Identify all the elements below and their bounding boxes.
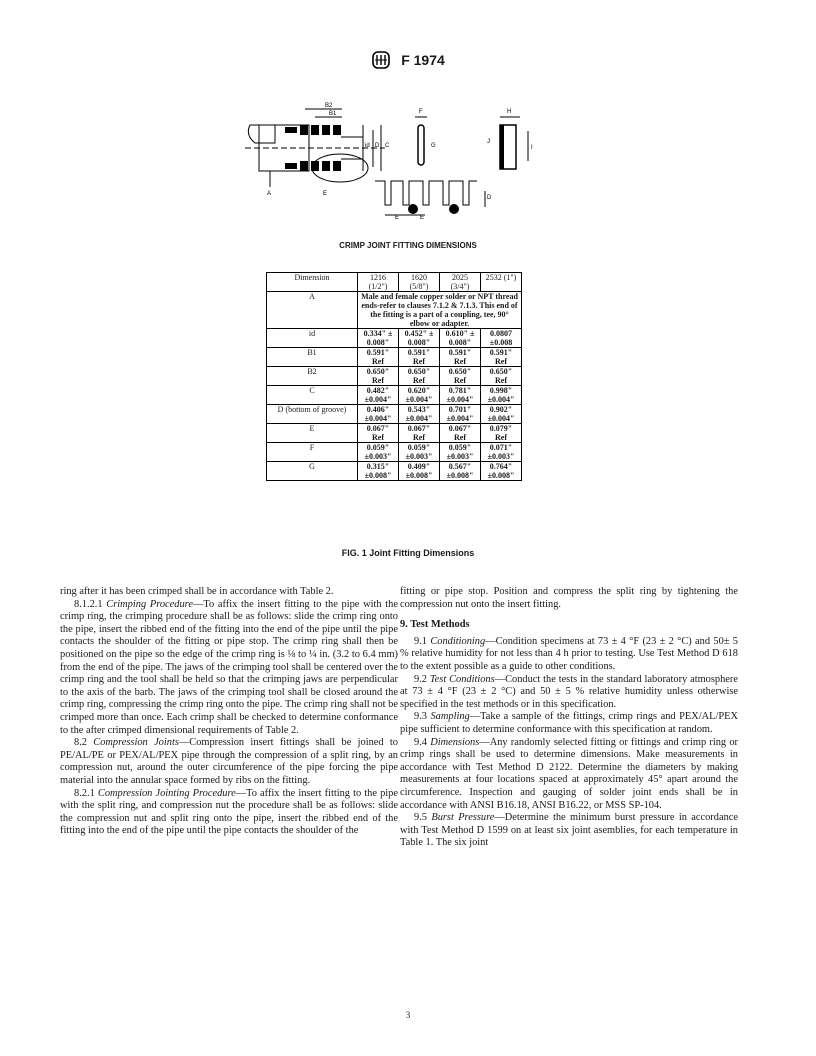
table-cell: 0.591" Ref xyxy=(399,348,440,367)
table-cell: 0.059" ±0.003" xyxy=(358,443,399,462)
label-e: E xyxy=(323,191,328,197)
table-cell: 0.764" ±0.008" xyxy=(481,462,522,481)
table-cell: 0.781" ±0.004" xyxy=(440,386,481,405)
row-label: A xyxy=(267,292,358,329)
label-id: id xyxy=(365,143,370,149)
table-cell: 0.543" ±0.004" xyxy=(399,405,440,424)
label-e2: E xyxy=(420,215,425,221)
table-cell: 0.067" Ref xyxy=(399,424,440,443)
row-label: D (bottom of groove) xyxy=(267,405,358,424)
row-label: id xyxy=(267,329,358,348)
paragraph: 9.4 Dimensions—Any randomly selected fitting or fittings and crimp ring or crimp rings shall be used to determine dimensions. Make measurements in accordance with Test Method D 2122. Determine the diameters by making measurements at four locations spaced at approximately 45° apart around the circumference. Inspection and gauging of solder joint ends shall be in accordance with ANSI B16.18, ANSI B16.22, or MSS SP-104. xyxy=(400,736,738,811)
table-cell: 0.315" ±0.008" xyxy=(358,462,399,481)
paragraph: fitting or pipe stop. Position and compress the split ring by tightening the compression nut onto the insert fitting. xyxy=(400,586,738,610)
table-cell: 0.650" Ref xyxy=(358,367,399,386)
row-label: E xyxy=(267,424,358,443)
table-row xyxy=(267,292,522,329)
table-cell: 0.482" ±0.004" xyxy=(358,386,399,405)
table-header: 1216 (1/2") xyxy=(358,273,399,292)
table-cell: 0.902" ±0.004" xyxy=(481,405,522,424)
dimensions-table xyxy=(266,272,522,481)
paragraph: 9.1 Conditioning—Condition specimens at 73 ± 4 °F (23 ± 2 °C) and 50± 5 % relative humidity for not less than 4 h prior to testing. Use Test Method D 618 to the extent possible as a guide to other conditions. xyxy=(400,635,738,672)
table-cell: 0.059" ±0.003" xyxy=(399,443,440,462)
table-cell: 0.409" ±0.008" xyxy=(399,462,440,481)
table-cell: 0.067" Ref xyxy=(358,424,399,443)
table-cell: 0.0807 ±0.008 xyxy=(481,329,522,348)
table-row xyxy=(267,348,522,367)
paragraph: 8.1.2.1 Crimping Procedure—To affix the insert fitting to the pipe with the crimp ring, the crimping procedure shall be as follows: slide the crimp ring onto the pipe, insert the ribbed end of the fitting into the end of the pipe until the pipe contacts the shoulder of the fitting or pipe stop. The crimp ring shall then be positioned on the pipe so the edge of the crimp ring is ⅛ to ¼ in. (3.2 to 6.4 mm) from the end of the pipe. The jaws of the crimping tool shall be centered over the crimp ring and the tool shall be held so that the crimping jaws are perpendicular to the axis of the barb. The jaws of the crimping tool shall be closed around the crimp ring, compressing the crimp ring onto the pipe. The crimp ring shall not be crimped more than once. Each crimp shall be checked to determine conformance to the after crimped dimensional requirements of Table 2. xyxy=(60,598,398,736)
label-b2: B2 xyxy=(325,103,333,109)
row-a-note: Male and female copper solder or NPT thread ends-refer to clauses 7.1.2 & 7.1.3. This end of the fitting is a part of a coupling, tee, 90° elbow or adapter. xyxy=(358,292,522,329)
table-cell: 0.701" ±0.004" xyxy=(440,405,481,424)
table-header: 1620 (5/8") xyxy=(399,273,440,292)
paragraph: 8.2.1 Compression Jointing Procedure—To affix the insert fitting to the pipe with the split ring, and compression nut the procedure shall be as follows: slide the compression nut and split ring onto the pipe, insert the ribbed end of the fitting into the end of the pipe until the pipe contacts the shoulder of the xyxy=(60,787,398,837)
table-cell: 0.591" Ref xyxy=(440,348,481,367)
paragraph: 8.2 Compression Joints—Compression insert fittings shall be joined to PE/AL/PE or PEX/AL/PEX pipe through the compression of a split ring, by an compression nut, around the outer circumference of the pipe forcing the pipe material into the annular space formed by ribs on the fitting. xyxy=(60,737,398,786)
table-header: Dimension xyxy=(267,273,358,292)
paragraph: ring after it has been crimped shall be in accordance with Table 2. xyxy=(60,586,334,597)
table-cell: 0.650" Ref xyxy=(440,367,481,386)
label-i: I xyxy=(531,145,533,151)
table-cell: 0.591" Ref xyxy=(358,348,399,367)
left-column xyxy=(60,586,398,838)
label-h: H xyxy=(507,109,512,115)
table-row xyxy=(267,443,522,462)
row-label: F xyxy=(267,443,358,462)
table-cell: 0.071" ±0.003" xyxy=(481,443,522,462)
paragraph: 9.3 Sampling—Take a sample of the fittings, crimp rings and PEX/AL/PEX pipe sufficient to determine conformance with this specification at random. xyxy=(400,711,738,735)
paragraph: 9.2 Test Conditions—Conduct the tests in the standard laboratory atmosphere at 73 ± 4 °F (23 ± 2 °C) and 50 ± 5 % relative humidity unless otherwise specified in the test methods or in this specification. xyxy=(400,673,738,710)
label-d2: D xyxy=(487,195,492,201)
table-cell: 0.620" ±0.004" xyxy=(399,386,440,405)
label-f: F xyxy=(419,109,423,115)
label-b1: B1 xyxy=(329,111,337,117)
table-row xyxy=(267,405,522,424)
table-cell: 0.406" ±0.004" xyxy=(358,405,399,424)
figure-title: CRIMP JOINT FITTING DIMENSIONS xyxy=(339,241,477,250)
table-header: 2025 (3/4") xyxy=(440,273,481,292)
table-cell: 0.059" ±0.003" xyxy=(440,443,481,462)
fitting-diagram xyxy=(245,95,575,225)
table-row xyxy=(267,386,522,405)
row-label: G xyxy=(267,462,358,481)
table-cell: 0.650" Ref xyxy=(399,367,440,386)
table-row xyxy=(267,462,522,481)
table-cell: 0.452" ± 0.008" xyxy=(399,329,440,348)
label-e1: E xyxy=(395,215,400,221)
section-heading: 9. Test Methods xyxy=(400,619,470,631)
row-label: B1 xyxy=(267,348,358,367)
table-cell: 0.334" ± 0.008" xyxy=(358,329,399,348)
figure-caption: FIG. 1 Joint Fitting Dimensions xyxy=(341,548,475,558)
row-label: C xyxy=(267,386,358,405)
table-row xyxy=(267,329,522,348)
row-label: B2 xyxy=(267,367,358,386)
table-cell: 0.567" ±0.008" xyxy=(440,462,481,481)
paragraph: 9.5 Burst Pressure—Determine the minimum burst pressure in accordance with Test Method D 1599 on at least six joint asemblies, for each temperature in Table 1. The six joint xyxy=(400,812,738,849)
table-cell: 0.650" Ref xyxy=(481,367,522,386)
label-d: D xyxy=(375,143,380,149)
table-header: 2532 (1") xyxy=(481,273,522,292)
table-cell: 0.067" Ref xyxy=(440,424,481,443)
page-number: 3 xyxy=(405,1010,411,1020)
label-g: G xyxy=(431,143,436,149)
table-cell: 0.079" Ref xyxy=(481,424,522,443)
label-c: C xyxy=(385,143,390,149)
table-cell: 0.998" ±0.004" xyxy=(481,386,522,405)
label-a: A xyxy=(267,191,272,197)
designation-code: F 1974 xyxy=(401,52,445,68)
table-cell: 0.591" Ref xyxy=(481,348,522,367)
astm-logo-icon xyxy=(371,50,391,70)
table-row xyxy=(267,424,522,443)
table-header-row xyxy=(267,273,522,292)
label-j: J xyxy=(487,139,490,145)
table-cell: 0.610" ± 0.008" xyxy=(440,329,481,348)
right-column xyxy=(400,586,738,850)
table-row xyxy=(267,367,522,386)
page-header xyxy=(0,50,816,70)
